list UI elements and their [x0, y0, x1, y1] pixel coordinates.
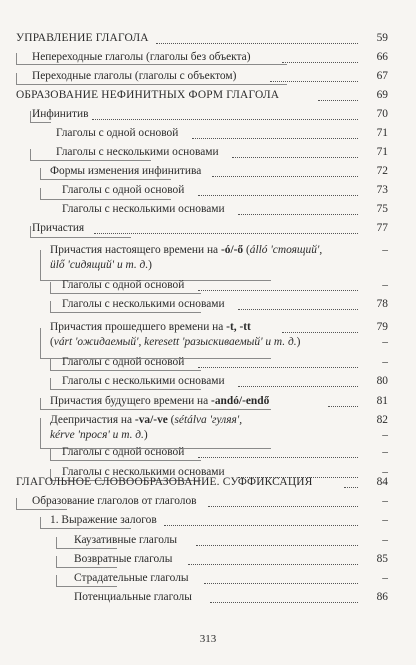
leader-dots [164, 525, 358, 526]
toc-entry-title: Причастия прошедшего времени на -t, -tt [50, 321, 251, 333]
toc-entry-page: 67 [376, 70, 388, 82]
leader-dots [328, 406, 358, 407]
leader-dots [196, 545, 358, 546]
toc-entry-title: Образование глаголов от глаголов [32, 495, 197, 507]
leader-dots [238, 309, 358, 310]
toc-entry-title: Причастия [32, 222, 85, 234]
leader-dots [212, 176, 358, 177]
toc-entry-title: Глаголы с одной основой [56, 127, 179, 139]
toc-entry-page: – [382, 446, 388, 458]
toc-entry-title: Непереходные глаголы (глаголы без объекта) [32, 51, 251, 63]
toc-entry-title: Причастия настоящего времени на -ó/-ő (álló 'стоящий', [50, 244, 323, 256]
leader-dots [282, 332, 358, 333]
toc-entry-page: 86 [376, 591, 388, 603]
toc-entry-title: ülő 'сидящий' и т. д.) [50, 259, 152, 271]
toc-entry-page: 73 [376, 184, 388, 196]
toc-entry-title: kérve 'прося' и т. д.) [50, 429, 148, 441]
toc-entry-title: Глаголы с несколькими основами [62, 203, 225, 215]
toc-entry-page: 72 [376, 165, 388, 177]
toc-entry-page: – [382, 466, 388, 478]
leader-dots [208, 506, 358, 507]
toc-entry-page: – [382, 336, 388, 348]
leader-dots [198, 457, 358, 458]
toc-entry-title: 1. Выражение залогов [50, 514, 157, 526]
leader-dots [210, 602, 358, 603]
toc-entry-title: ГЛАГОЛЬНОЕ СЛОВООБРАЗОВАНИЕ. СУФФИКСАЦИЯ [16, 476, 313, 488]
toc-entry-title: Глаголы с одной основой [62, 356, 185, 368]
toc-entry-title: Возвратные глаголы [74, 553, 173, 565]
leader-dots [198, 195, 358, 196]
leader-dots [204, 583, 358, 584]
leader-dots [270, 81, 358, 82]
toc-entry-title: Инфинитив [32, 108, 89, 120]
toc-entry-title: Деепричастия на -va/-ve (sétálva 'гуляя', [50, 414, 243, 426]
toc-entry-title: Переходные глаголы (глаголы с объектом) [32, 70, 237, 82]
toc-entry-title: Глаголы с одной основой [62, 279, 185, 291]
toc-entry-page: 70 [376, 108, 388, 120]
leader-dots [188, 564, 358, 565]
leader-dots [232, 157, 358, 158]
toc-entry-page: – [382, 534, 388, 546]
toc-entry-page: 66 [376, 51, 388, 63]
toc-entry-title: Глаголы с одной основой [62, 446, 185, 458]
toc-entry-page: – [382, 356, 388, 368]
toc-entry-title: Причастия будущего времени на -andó/-endő [50, 395, 270, 407]
toc-entry-page: – [382, 279, 388, 291]
toc-entry-page: 71 [376, 146, 388, 158]
page-number: 313 [199, 633, 217, 645]
toc-entry-page: – [382, 495, 388, 507]
toc-entry-page: 77 [376, 222, 388, 234]
toc-entry-page: 84 [376, 476, 388, 488]
toc-entry-page: – [382, 514, 388, 526]
toc-entry-title: УПРАВЛЕНИЕ ГЛАГОЛА [16, 32, 149, 44]
toc-entry-page: 82 [376, 414, 388, 426]
leader-dots [198, 290, 358, 291]
toc-entry-title: Глаголы с несколькими основами [56, 146, 219, 158]
leader-dots [94, 233, 358, 234]
toc-entry-title: Глаголы с несколькими основами [62, 298, 225, 310]
leader-dots [238, 386, 358, 387]
toc-entry-title: Страдательные глаголы [74, 572, 189, 584]
toc-entry-page: – [382, 244, 388, 256]
toc-entry-page: 78 [376, 298, 388, 310]
leader-dots [198, 367, 358, 368]
toc-entry-page: 71 [376, 127, 388, 139]
leader-dots [156, 43, 358, 44]
toc-entry-page: 69 [376, 89, 388, 101]
toc-entry-page: 81 [376, 395, 388, 407]
toc-entry-title: ОБРАЗОВАНИЕ НЕФИНИТНЫХ ФОРМ ГЛАГОЛА [16, 89, 280, 101]
toc-entry-title: Глаголы с одной основой [62, 184, 185, 196]
leader-dots [318, 100, 358, 101]
toc-entry-title: (várt 'ожидаемый', keresett 'разыскиваемый' и т. д.) [50, 336, 301, 348]
toc-entry-page: 80 [376, 375, 388, 387]
leader-dots [282, 62, 358, 63]
toc-entry-title: Глаголы с несколькими основами [62, 375, 225, 387]
leader-dots [344, 487, 358, 488]
toc-entry-page: – [382, 429, 388, 441]
toc-entry-title: Глаголы с несколькими основами [62, 466, 225, 478]
toc-entry-page: 75 [376, 203, 388, 215]
toc-entry-title: Формы изменения инфинитива [50, 165, 202, 177]
leader-dots [238, 214, 358, 215]
toc-entry-page: 59 [376, 32, 388, 44]
leader-dots [92, 119, 358, 120]
toc-entry-title: Потенциальные глаголы [74, 591, 192, 603]
toc-entry-title: Каузативные глаголы [74, 534, 178, 546]
toc-entry-page: 79 [376, 321, 388, 333]
toc-entry-page: – [382, 572, 388, 584]
leader-dots [192, 138, 358, 139]
toc-entry-page: 85 [376, 553, 388, 565]
